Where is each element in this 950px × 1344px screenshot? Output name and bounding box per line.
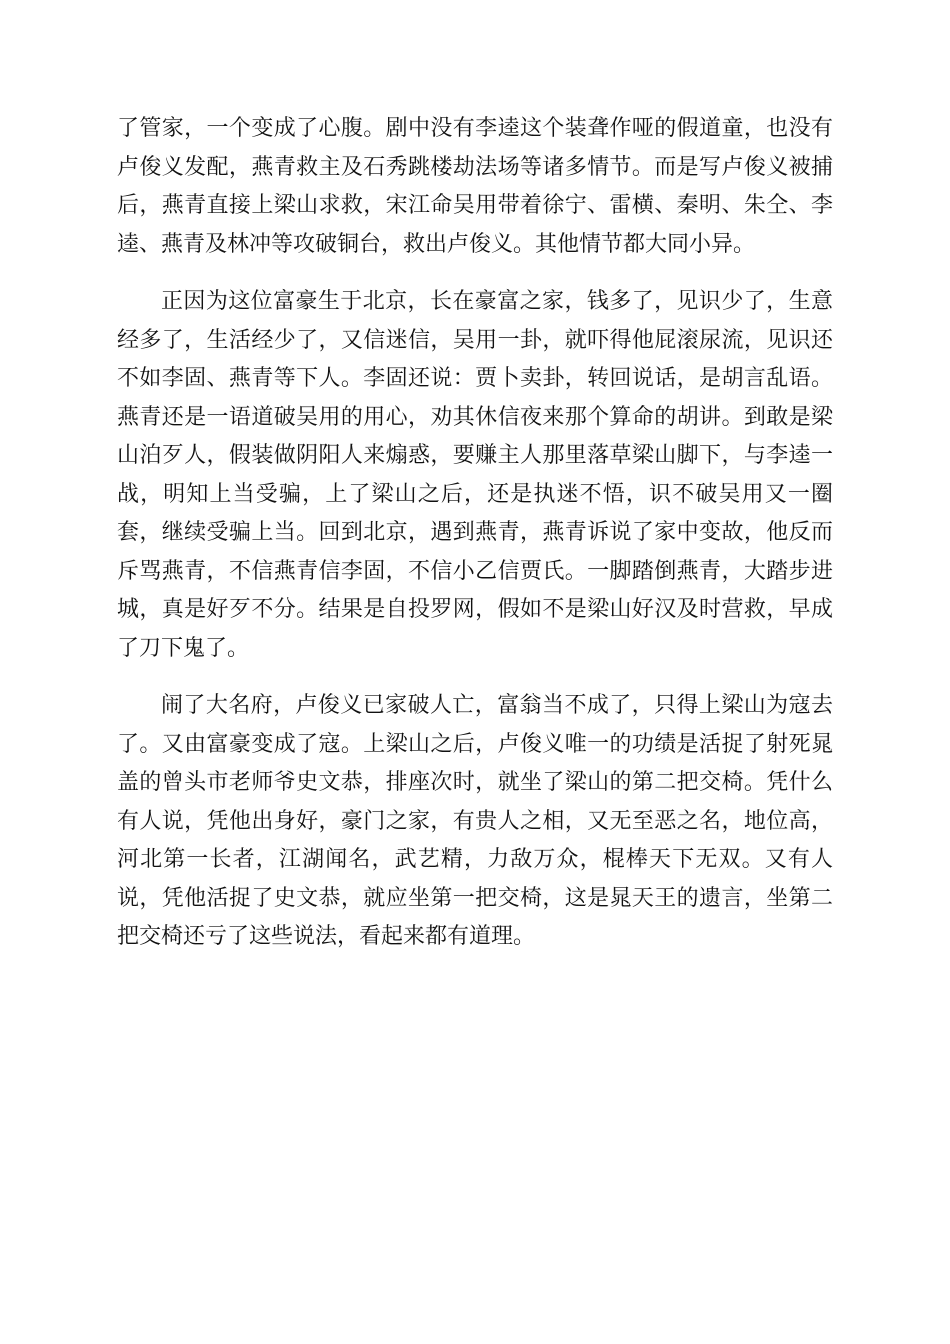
paragraph-3: 闹了大名府，卢俊义已家破人亡，富翁当不成了，只得上梁山为寇去了。又由富豪变成了寇。上梁山之后，卢俊义唯一的功绩是活捉了射死晁盖的曾头市老师爷史文恭，排座次时，就坐了梁山的第二把交椅。凭什么有人说，凭他出身好，豪门之家，有贵人之相，又无至恶之名，地位高，河北第一长者，江湖闻名，武艺精，力敌万众，棍棒天下无双。又有人说，凭他活捉了史文恭，就应坐第一把交椅，这是晁天王的遗言，坐第二把交椅还亏了这些说法，看起来都有道理。 [117, 693, 833, 949]
paragraph-2: 正因为这位富豪生于北京，长在豪富之家，钱多了，见识少了，生意经多了，生活经少了，又信迷信，吴用一卦，就吓得他屁滚尿流，见识还不如李固、燕青等下人。李固还说：贾卜卖卦，转回说话，是胡言乱语。燕青还是一语道破吴用的用心，劝其休信夜来那个算命的胡讲。到敢是梁山泊歹人，假装做阴阳人来煽惑，要赚主人那里落草梁山脚下，与李逵一战，明知上当受骗，上了梁山之后，还是执迷不悟，识不破吴用又一圈套，继续受骗上当。回到北京，遇到燕青，燕青诉说了家中变故，他反而斥骂燕青，不信燕青信李固，不信小乙信贾氏。一脚踏倒燕青，大踏步进城，真是好歹不分。结果是自投罗网，假如不是梁山好汉及时营救，早成了刀下鬼了。 [117, 289, 833, 661]
document-body [117, 110, 833, 957]
paragraph-1: 了管家，一个变成了心腹。剧中没有李逵这个装聋作哑的假道童，也没有卢俊义发配，燕青救主及石秀跳楼劫法场等诸多情节。而是写卢俊义被捕后，燕青直接上梁山求救，宋江命吴用带着徐宁、雷横、秦明、朱仝、李逵、燕青及林冲等攻破铜台，救出卢俊义。其他情节都大同小异。 [117, 116, 833, 257]
